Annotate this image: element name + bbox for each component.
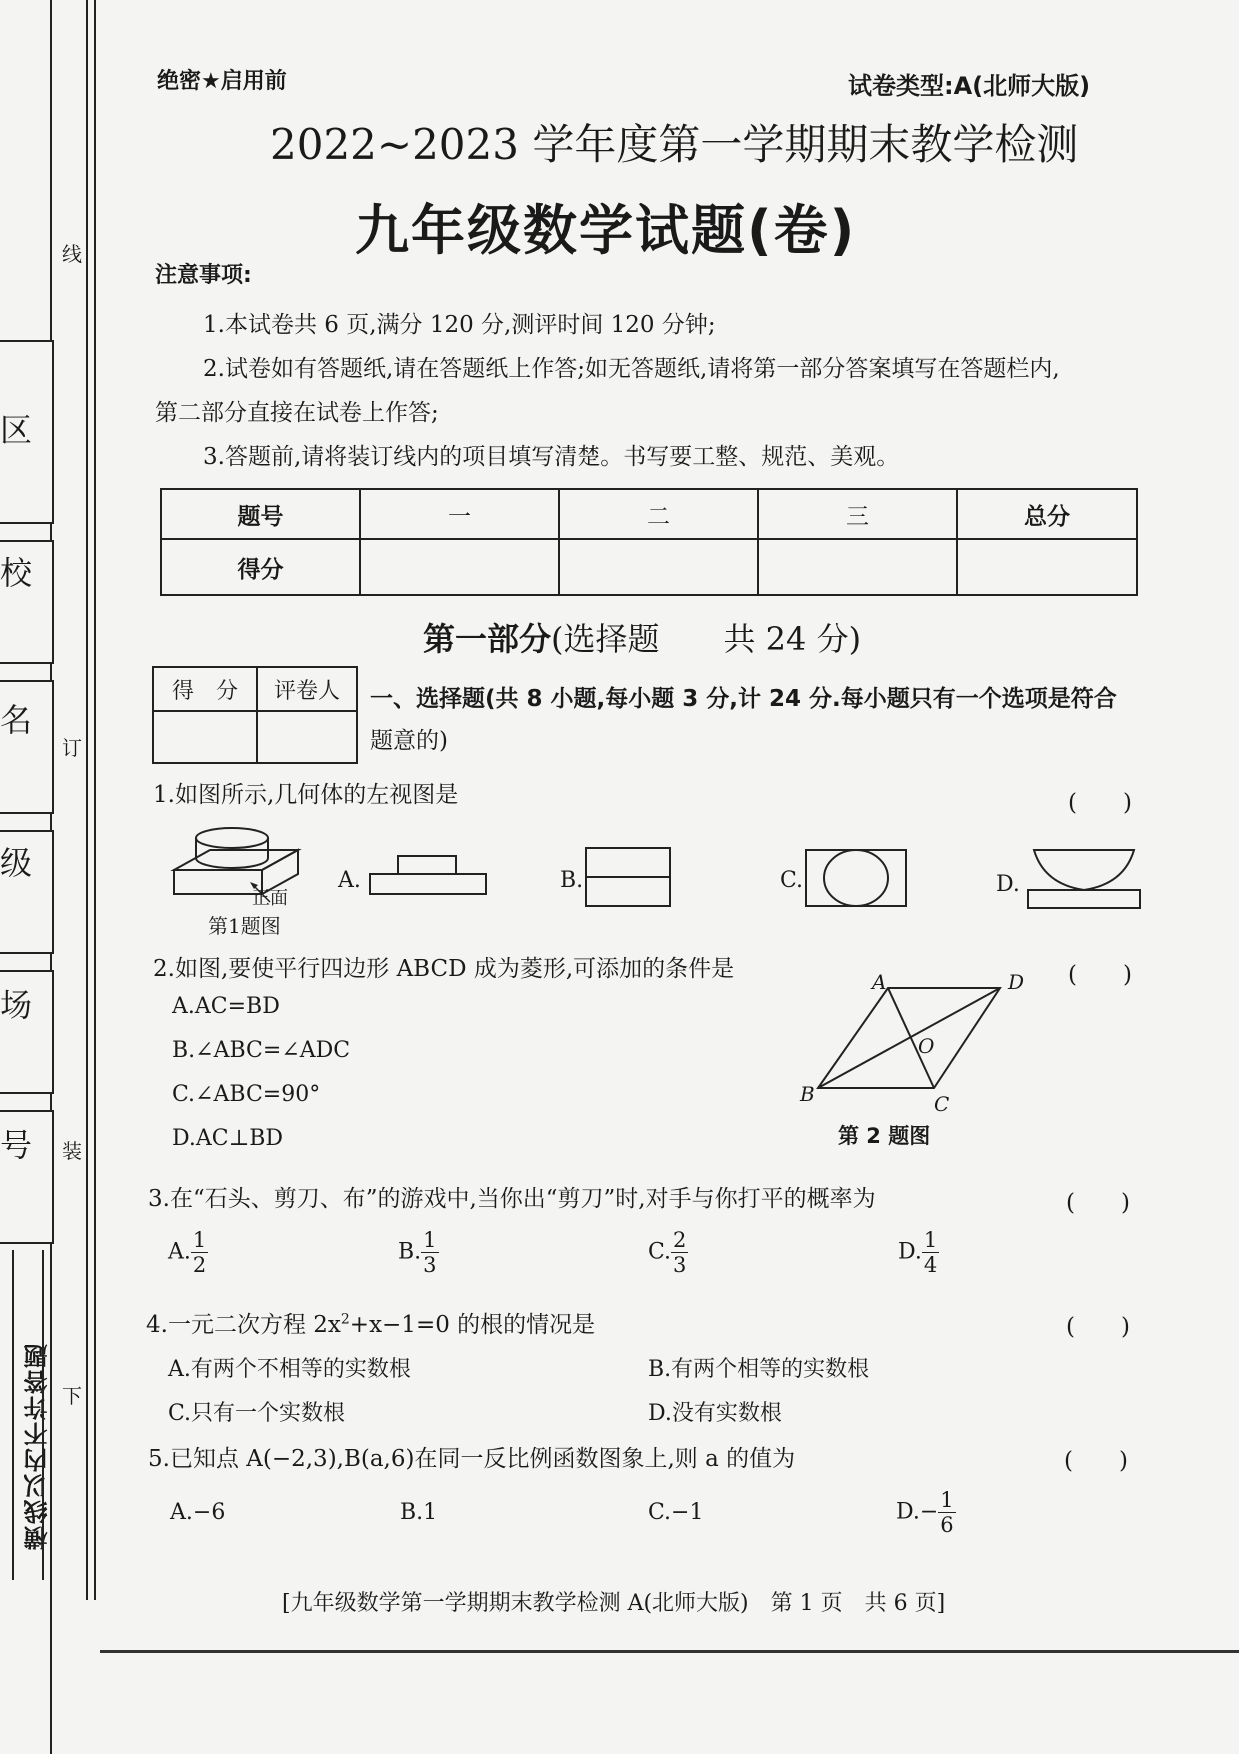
part1-subtitle: (选择题 共 24 分) [551, 620, 862, 658]
q4-option-b[interactable]: B.有两个相等的实数根 [648, 1357, 870, 1382]
notice-heading: 注意事项: [155, 263, 252, 288]
q1-front-label: 正面 [252, 888, 288, 909]
fraction-numerator: 1 [940, 1488, 954, 1512]
q2-point-a: A [872, 970, 887, 994]
binding-line [94, 0, 96, 1600]
q4-option-d[interactable]: D.没有实数根 [648, 1401, 782, 1426]
fraction-denominator: 2 [192, 1253, 207, 1277]
q2-option-b[interactable]: B.∠ABC=∠ADC [172, 1038, 351, 1063]
score-cell[interactable] [360, 539, 559, 595]
answer-paren[interactable]: ( ) [1068, 962, 1132, 988]
q1-option-c[interactable]: C. [780, 868, 804, 893]
field-label-school: 校 [0, 554, 33, 592]
question-4-exponent: 2 [340, 1311, 350, 1328]
grader-table [152, 666, 358, 764]
score-header: 一 [360, 489, 559, 539]
section-instruction [370, 680, 1117, 713]
q3-option-b[interactable] [398, 1228, 439, 1277]
page-footer: [九年级数学第一学期期末教学检测 A(北师大版) 第 1 页 共 6 页] [282, 1591, 946, 1616]
exam-title: 2022~2023 学年度第一学期期末教学检测 [270, 120, 1079, 169]
q2-point-d: D [1008, 970, 1025, 994]
page-bottom-edge [100, 1650, 1239, 1653]
q2-option-c[interactable]: C.∠ABC=90° [172, 1082, 321, 1107]
q1-figure-caption: 第1题图 [208, 914, 281, 938]
question-4-stem-post: +x−1=0 的根的情况是 [349, 1312, 596, 1338]
grader-header: 评卷人 [257, 667, 357, 711]
fraction-denominator: 6 [940, 1513, 954, 1537]
q4-option-a[interactable]: A.有两个不相等的实数根 [168, 1357, 411, 1382]
fraction-denominator: 3 [423, 1253, 437, 1277]
fraction-numerator: 2 [673, 1228, 687, 1252]
score-header: 二 [559, 489, 758, 539]
q1-option-c-figure [804, 848, 908, 910]
score-cell[interactable] [957, 539, 1137, 595]
q2-figure-caption: 第 2 题图 [838, 1124, 931, 1148]
answer-paren[interactable]: ( ) [1064, 1448, 1128, 1474]
question-4-stem-pre: 4.一元二次方程 2x [146, 1312, 341, 1338]
field-label-number: 号 [0, 1126, 33, 1164]
q1-solid-figure [170, 818, 310, 918]
grader-cell[interactable] [153, 711, 257, 763]
field-label-exam-room: 场 [0, 986, 33, 1024]
fraction-numerator: 1 [423, 1228, 437, 1252]
warning-frame [12, 1250, 44, 1580]
q4-option-c[interactable]: C.只有一个实数根 [168, 1401, 346, 1426]
q3-option-c-fraction [671, 1228, 688, 1277]
part1-title: 第一部分 [423, 620, 552, 658]
seal-char-bind: 装 [62, 1139, 82, 1163]
q5-option-a[interactable]: A.−6 [170, 1500, 226, 1525]
notice-item: 1.本试卷共 6 页,满分 120 分,测评时间 120 分钟; [203, 312, 716, 338]
paper-subject-title: 九年级数学试题(卷) [355, 199, 857, 262]
section-instruction-text: 一、选择题(共 8 小题,每小题 3 分,计 24 分.每小题只有一个选项是符合 [370, 686, 1117, 712]
q3-option-b-fraction [421, 1228, 438, 1277]
field-label-class: 级 [0, 844, 33, 882]
answer-paren[interactable]: ( ) [1066, 1190, 1130, 1216]
q3-option-a-fraction [191, 1228, 208, 1277]
question-5-stem: 5.已知点 A(−2,3),B(a,6)在同一反比例函数图象上,则 a 的值为 [148, 1446, 796, 1472]
notice-item: 第二部分直接在试卷上作答; [155, 400, 439, 426]
section-instruction-cont: 题意的) [370, 728, 448, 754]
q1-option-a[interactable]: A. [338, 868, 361, 893]
fraction-denominator: 4 [923, 1253, 938, 1277]
paper-type: 试卷类型:A(北师大版) [848, 72, 1091, 100]
score-header: 三 [758, 489, 957, 539]
confidential-mark: 绝密★启用前 [157, 69, 287, 94]
q3-option-b-prefix: B. [398, 1239, 422, 1265]
notice-item: 2.试卷如有答题纸,请在答题纸上作答;如无答题纸,请将第一部分答案填写在答题栏内, [203, 356, 1060, 382]
q1-option-d[interactable]: D. [996, 872, 1020, 897]
q3-option-d-fraction [922, 1228, 939, 1277]
q3-option-d[interactable] [898, 1228, 939, 1277]
notice-item: 3.答题前,请将装订线内的项目填写清楚。书写要工整、规范、美观。 [203, 444, 900, 470]
q1-option-b-figure [584, 846, 674, 910]
q5-option-d-fraction [938, 1488, 955, 1537]
q2-point-c: C [934, 1092, 950, 1116]
q2-point-o: O [918, 1034, 935, 1058]
q3-option-a-prefix: A. [168, 1239, 191, 1265]
q2-parallelogram-figure [800, 970, 1030, 1100]
q5-option-d[interactable] [896, 1488, 956, 1537]
q3-option-c-prefix: C. [648, 1239, 672, 1265]
seal-char-order: 订 [62, 736, 82, 760]
score-header: 总分 [957, 489, 1137, 539]
question-3-stem: 3.在“石头、剪刀、布”的游戏中,当你出“剪刀”时,对手与你打平的概率为 [148, 1186, 876, 1212]
score-row-label: 得分 [161, 539, 360, 595]
q5-option-b[interactable]: B.1 [400, 1500, 438, 1525]
grader-header: 得 分 [153, 667, 257, 711]
q1-option-a-figure [368, 852, 488, 896]
q1-option-b[interactable]: B. [560, 868, 584, 893]
q2-option-a[interactable]: A.AC=BD [172, 994, 280, 1019]
q3-option-d-prefix: D. [898, 1239, 922, 1265]
answer-paren[interactable]: ( ) [1066, 1314, 1130, 1340]
q2-option-d[interactable]: D.AC⊥BD [172, 1126, 284, 1151]
fraction-numerator: 1 [923, 1228, 938, 1252]
q1-option-d-figure [1024, 846, 1144, 912]
field-label-name: 名 [0, 701, 33, 739]
score-table [160, 488, 1138, 596]
score-cell[interactable] [758, 539, 957, 595]
no-answer-warning: 横线以内不许答题 [24, 1342, 52, 1550]
field-label-district: 区 [0, 411, 33, 449]
part1-heading [423, 614, 861, 660]
score-header: 题号 [161, 489, 360, 539]
binding-line [86, 0, 88, 1600]
question-1-stem: 1.如图所示,几何体的左视图是 [153, 782, 459, 808]
seal-char-line: 线 [62, 242, 82, 266]
q5-option-d-prefix: D.− [896, 1499, 939, 1525]
q2-point-b: B [800, 1082, 815, 1106]
question-4-stem [146, 1306, 595, 1339]
question-2-stem: 2.如图,要使平行四边形 ABCD 成为菱形,可添加的条件是 [153, 956, 735, 982]
fraction-numerator: 1 [192, 1228, 207, 1252]
answer-paren[interactable]: ( ) [1068, 790, 1132, 816]
q3-option-c[interactable] [648, 1228, 688, 1277]
grader-cell[interactable] [257, 711, 357, 763]
seal-char-below: 下 [62, 1384, 82, 1408]
q5-option-c[interactable]: C.−1 [648, 1500, 704, 1525]
fraction-denominator: 3 [673, 1253, 687, 1277]
score-cell[interactable] [559, 539, 758, 595]
q3-option-a[interactable] [168, 1228, 208, 1277]
